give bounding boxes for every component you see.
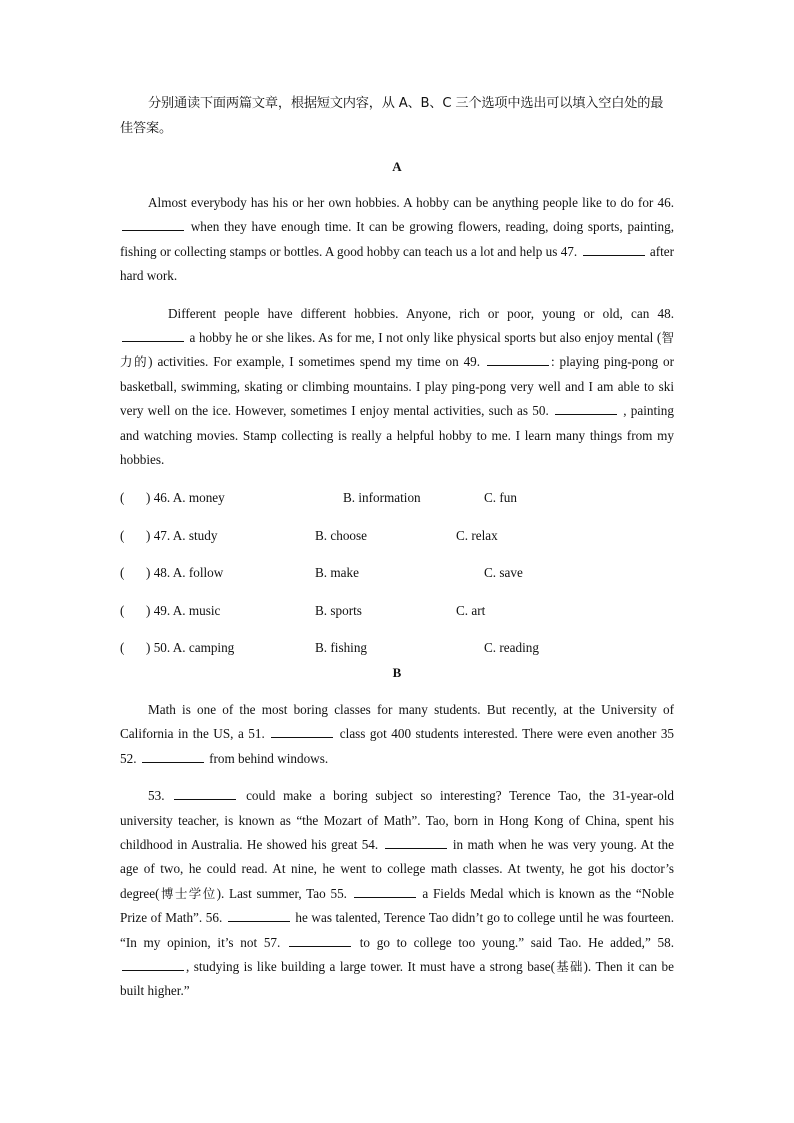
answer-slot-47[interactable]	[126, 524, 144, 540]
text: class got 400 students interested. There were even another 35 52.	[120, 726, 675, 766]
option-a: ) 50. A. camping	[146, 640, 235, 656]
text: ) activities. For example, I sometimes spend my time on 49.	[148, 354, 481, 370]
section-a-title: A	[392, 159, 402, 174]
text: Math is one of the most boring classes for many students. But recently, at the University of California in the US, a 51.	[120, 701, 674, 742]
blank-56[interactable]	[228, 909, 290, 922]
blank-50[interactable]	[555, 402, 617, 415]
chinese-gloss: 智力的	[120, 330, 674, 370]
blank-52[interactable]	[142, 750, 204, 763]
passage-a-paragraph-2	[120, 302, 674, 473]
chinese-gloss: 博士学位	[159, 885, 217, 901]
text: a Fields Medal which is known as the “Noble Prize of Math”. 56.	[120, 885, 675, 926]
text: 53.	[148, 788, 165, 804]
blank-53[interactable]	[174, 787, 236, 800]
answer-paren: (	[120, 640, 125, 656]
question-50	[120, 636, 674, 674]
answer-paren: (	[120, 602, 125, 618]
option-a: ) 46. A. money	[146, 490, 225, 506]
option-c: C. save	[484, 565, 523, 581]
blank-49[interactable]	[487, 353, 549, 366]
text: a hobby he or she likes. As for me, I not only like physical sports but also enjoy mental (	[189, 330, 662, 346]
passage-a-paragraph-1	[120, 191, 674, 289]
option-b: B. information	[343, 490, 421, 506]
question-47	[120, 524, 674, 562]
text: could make a boring subject so interesting? Terence Tao, the 31-year-old university teacher, is known as “the Mozart of Math”. Tao, born in Hong Kong of China, spent his childhood in Australia. He showed his great 54.	[120, 788, 675, 852]
blank-55[interactable]	[354, 885, 416, 898]
passage-b-paragraph-2	[120, 784, 674, 1004]
option-b: B. sports	[315, 602, 362, 618]
text: in math when he was very young. At the age of two, he could read. At nine, he went to college math classes. At twenty, he got his doctor’s degree(	[120, 837, 675, 901]
text: Different people have different hobbies. Anyone, rich or poor, young or old, can 48.	[168, 305, 674, 321]
blank-51[interactable]	[271, 725, 333, 738]
blank-54[interactable]	[385, 836, 447, 849]
text: ). Last summer, Tao 55.	[216, 885, 347, 901]
chinese-gloss: 基础	[555, 959, 584, 975]
text: , painting and watching movies. Stamp collecting is really a helpful hobby to me. I learn many things from my hobbies.	[120, 403, 674, 468]
answer-paren: (	[120, 527, 125, 543]
answer-slot-49[interactable]	[126, 599, 144, 615]
option-b: B. choose	[315, 527, 368, 543]
text: when they have enough time. It can be growing flowers, reading, doing sports, painting, fishing or collecting stamps or bottles. A good hobby can teach us a lot and help us 47.	[120, 219, 674, 259]
option-a: ) 47. A. study	[146, 527, 218, 543]
option-a: ) 48. A. follow	[146, 565, 224, 581]
answer-slot-46[interactable]	[126, 486, 144, 502]
option-c: C. reading	[484, 640, 539, 656]
text: he was talented, Terence Tao didn’t go to college until he was fourteen. “In my opinion, it’s not 57.	[120, 910, 675, 950]
question-48	[120, 561, 674, 599]
section-b-title: B	[392, 664, 402, 680]
text: to go to college too young.” said Tao. He added,” 58.	[359, 934, 675, 950]
blank-57[interactable]	[289, 934, 351, 947]
blank-47[interactable]	[583, 243, 645, 256]
answer-paren: (	[120, 565, 125, 581]
text: ). Then it can be built higher.”	[120, 959, 674, 999]
question-49	[120, 599, 674, 637]
blank-48[interactable]	[122, 329, 184, 342]
text: Almost everybody has his or her own hobbies. A hobby can be anything people like to do for 46.	[148, 195, 674, 210]
option-c: C. relax	[456, 527, 498, 543]
option-c: C. art	[456, 602, 486, 618]
text: from behind windows.	[209, 750, 329, 766]
worksheet-page	[120, 92, 674, 1004]
text: , studying is like building a large tower. It must have a strong base(	[186, 959, 556, 975]
question-46	[120, 486, 674, 524]
answer-paren: (	[120, 490, 125, 506]
passage-b-paragraph-1	[120, 698, 674, 771]
blank-58[interactable]	[122, 958, 184, 971]
answer-slot-48[interactable]	[126, 561, 144, 577]
instructions: 分别通读下面两篇文章，根据短文内容，从 A、B、C 三个选项中选出可以填入空白处的最佳答案。	[120, 96, 664, 136]
option-a: ) 49. A. music	[146, 602, 221, 618]
text: after hard work.	[120, 243, 674, 284]
blank-46[interactable]	[122, 218, 184, 231]
option-b: B. make	[315, 565, 359, 581]
section-a-options	[120, 486, 674, 674]
option-c: C. fun	[484, 490, 517, 506]
answer-slot-50[interactable]	[126, 636, 144, 652]
option-b: B. fishing	[315, 640, 368, 656]
text: : playing ping-pong or basketball, swimming, skating or climbing mountains. I play ping-pong very well and I am able to ski very well on the ice. However, sometimes I enjoy mental activities, such as 50.	[120, 354, 675, 419]
